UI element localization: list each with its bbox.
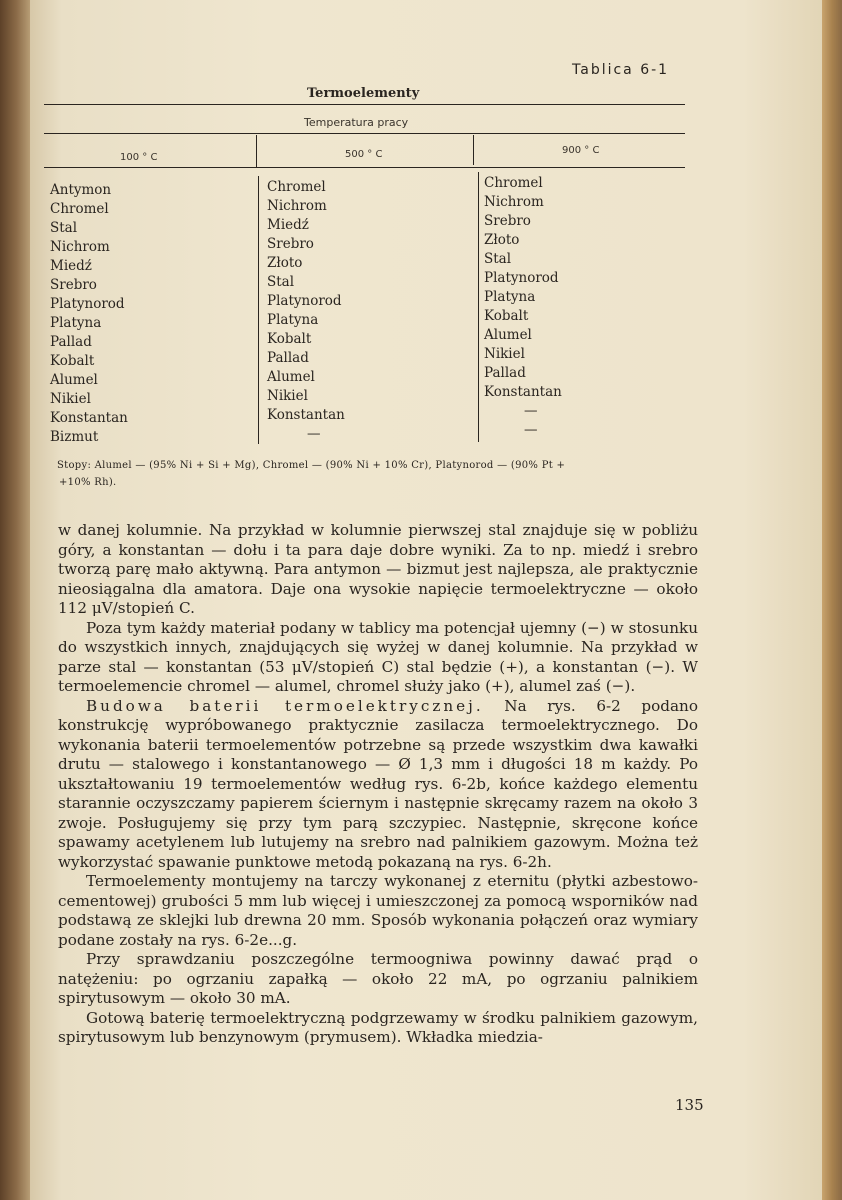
list-item: Nikiel xyxy=(484,346,525,362)
list-item: Pallad xyxy=(484,365,526,381)
list-item: Nikiel xyxy=(50,391,91,407)
list-item: Złoto xyxy=(267,255,303,271)
list-item: Alumel xyxy=(50,372,98,388)
column-100c-list xyxy=(50,181,128,447)
list-item: Platyna xyxy=(484,289,536,305)
list-item: Pallad xyxy=(50,334,92,350)
column-header-100c: 100 ° C xyxy=(120,152,158,163)
list-item: — xyxy=(307,426,321,442)
list-item: Chromel xyxy=(484,175,543,191)
list-item: Miedź xyxy=(267,217,309,233)
table-rule-group xyxy=(44,133,685,134)
list-item: Pallad xyxy=(267,350,309,366)
list-item: Złoto xyxy=(484,232,520,248)
page-edge xyxy=(822,0,842,1200)
paragraph-1: w danej kolumnie. Na przykład w kolumnie pierwszej stal znajduje się w pobliżu góry, a konstantan — dołu i ta para daje dobre wyniki. Za to np. miedź i srebro tworzą parę mało aktywną. Para antymon — bizmut jest najlepsza, ale praktycznie nieosiągalna dla amatora. Daje ona wysokie napięcie termoelektryczne — około 112 μV/stopień C. xyxy=(58,521,698,617)
list-item: Stal xyxy=(267,274,295,290)
list-item: Miedź xyxy=(50,258,92,274)
paragraph-5: Przy sprawdzaniu poszczególne termoogniwa powinny dawać prąd o natężeniu: po ogrzaniu zapałką — około 22 mA, po ogrzaniu palnikiem spirytusowym — około 30 mA. xyxy=(58,950,698,1007)
list-item: Srebro xyxy=(267,236,314,252)
table-footnote xyxy=(57,457,697,491)
list-item: Platynorod xyxy=(484,270,559,286)
paragraph-6: Gotową baterię termoelektryczną podgrzewamy w środku palnikiem gazowym, spirytusowym lub benzynowym (prymusem). Wkładka miedzia- xyxy=(58,1008,698,1046)
list-item: Alumel xyxy=(484,327,532,343)
list-item: Bizmut xyxy=(50,429,99,445)
footnote-line-1: Stopy: Alumel — (95% Ni + Si + Mg), Chromel — (90% Ni + 10% Cr), Platynorod — (90% Pt + xyxy=(57,460,566,471)
list-item: Platyna xyxy=(267,312,319,328)
body-text xyxy=(58,521,698,1048)
book-spine xyxy=(0,0,30,1200)
list-item: Kobalt xyxy=(484,308,529,324)
list-item: Nichrom xyxy=(267,198,327,214)
list-item: Antymon xyxy=(50,182,112,198)
column-900c-list xyxy=(484,174,562,440)
paragraph-3 xyxy=(58,697,698,873)
section-heading: Budowa baterii termoelektrycznej. xyxy=(86,696,484,715)
list-item: Nichrom xyxy=(484,194,544,210)
list-item: Srebro xyxy=(484,213,531,229)
list-item: Platynorod xyxy=(267,293,342,309)
list-item: Chromel xyxy=(267,179,326,195)
list-item: Platyna xyxy=(50,315,102,331)
table-body-divider-2 xyxy=(478,172,479,442)
paragraph-2: Poza tym każdy materiał podany w tablicy ma potencjał ujemny (−) w stosunku do wszystkich innych, znajdujących się wyżej w danej kolumnie. Na przykład w parze stal — konstantan (53 μV/stopień C) stal będzie (+), a konstantan (−). W termoelemencie chromel — alumel, chromel służy jako (+), alumel zaś (−). xyxy=(58,618,698,695)
list-item: Alumel xyxy=(267,369,315,385)
list-item: Konstantan xyxy=(484,384,562,400)
list-item: Stal xyxy=(484,251,512,267)
list-item: Kobalt xyxy=(267,331,312,347)
page-number: 135 xyxy=(675,1096,704,1114)
list-item: Kobalt xyxy=(50,353,95,369)
table-number: Tablica 6-1 xyxy=(572,62,670,78)
list-item: Chromel xyxy=(50,201,109,217)
table-header-divider-2 xyxy=(473,135,474,165)
list-item: Srebro xyxy=(50,277,97,293)
list-item: — xyxy=(524,403,538,419)
column-header-900c: 900 ° C xyxy=(562,145,600,156)
table-header-divider-1 xyxy=(256,135,257,167)
list-item: Nikiel xyxy=(267,388,308,404)
list-item: Platynorod xyxy=(50,296,125,312)
column-header-500c: 500 ° C xyxy=(345,149,383,160)
list-item: Konstantan xyxy=(50,410,128,426)
table-body-divider-1 xyxy=(258,176,259,444)
table-rule-top xyxy=(44,104,685,105)
column-500c-list xyxy=(267,178,345,444)
table-rule-header xyxy=(44,167,685,168)
list-item: Nichrom xyxy=(50,239,110,255)
list-item: — xyxy=(524,422,538,438)
table-group-header: Temperatura pracy xyxy=(304,116,409,129)
list-item: Konstantan xyxy=(267,407,345,423)
list-item: Stal xyxy=(50,220,78,236)
footnote-line-2: +10% Rh). xyxy=(59,477,117,488)
paragraph-4: Termoelementy montujemy na tarczy wykonanej z eternitu (płytki azbestowo-cementowej) grubości 5 mm lub więcej i umieszczonej za pomocą wsporników nad podstawą ze sklejki lub drewna 20 mm. Sposób wykonania połączeń oraz wymiary podane zostały na rys. 6-2e...g. xyxy=(58,872,698,949)
paragraph-3-text: Na rys. 6-2 podano konstrukcję wypróbowanego praktycznie zasilacza termoelektrycznego. Do wykonania baterii termoelementów potrzebne są przede wszystkim dwa kawałki drutu — stalowego i konstantanowego — Ø 1,3 mm i długości 18 m każdy. Po ukształtowaniu 19 termoelementów według rys. 6-2b, końce każdego elementu starannie oczyszczamy papierem ściernym i następnie skręcamy razem na około 3 zwoje. Posługujemy się przy tym parą szczypiec. Następnie, skręcone końce spawamy acetylenem lub lutujemy na srebro nad palnikiem gazowym. Można też wykorzystać spawanie punktowe metodą pokazaną na rys. 6-2h. xyxy=(58,696,698,871)
table-title: Termoelementy xyxy=(307,86,420,101)
